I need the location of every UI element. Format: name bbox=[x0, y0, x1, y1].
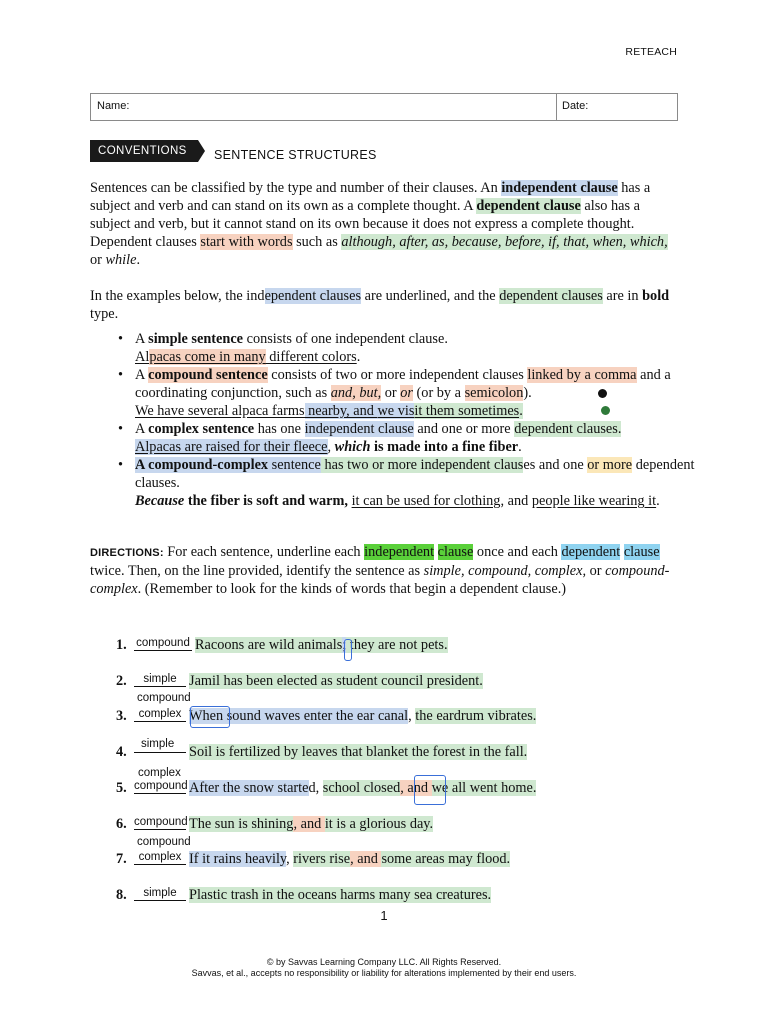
bullet-text: A bbox=[135, 331, 149, 347]
divider bbox=[556, 94, 557, 120]
term-independent-clause: independent clause bbox=[501, 180, 618, 196]
pen-mark bbox=[344, 639, 352, 661]
exercise-item-3 bbox=[116, 707, 536, 725]
item-number: 5. bbox=[116, 780, 127, 796]
sentence-text: Racoons are wild animals bbox=[195, 637, 343, 653]
answer-above: compound bbox=[137, 692, 191, 704]
answer-line[interactable]: compound bbox=[134, 637, 192, 651]
conjunction-or: or bbox=[400, 385, 413, 401]
highlight-independent: independent clause bbox=[304, 421, 414, 437]
tag-arrow-icon bbox=[198, 140, 205, 162]
sentence-text: rivers rise bbox=[293, 851, 351, 867]
bullet-text: A bbox=[135, 457, 149, 473]
type-compound-complex: compound-complex bbox=[90, 563, 670, 597]
bullet-text: has one bbox=[254, 421, 305, 437]
sentence-text: , and bbox=[350, 851, 382, 867]
answer-line[interactable] bbox=[134, 752, 186, 753]
pen-mark bbox=[190, 706, 230, 728]
sentence-types-list bbox=[90, 330, 725, 510]
item-number: 1. bbox=[116, 637, 127, 653]
highlight-or-more: or more bbox=[587, 457, 633, 473]
example-text: is made into a fine fiber bbox=[370, 439, 519, 455]
answer-line[interactable]: simple bbox=[134, 887, 186, 901]
pen-mark bbox=[414, 775, 446, 805]
sentence-types: simple, compound, complex, bbox=[423, 563, 587, 579]
answer-above: complex bbox=[138, 767, 181, 779]
name-label: Name: bbox=[97, 100, 130, 112]
answer-line[interactable]: complex bbox=[134, 708, 186, 722]
example-sentence bbox=[135, 492, 725, 510]
bullet-text: and a coordinating conjunction, such as bbox=[135, 367, 671, 401]
highlight-independent: independent bbox=[364, 544, 435, 560]
exercise-item-7 bbox=[116, 850, 510, 868]
sentence-text: Soil is fertilized by leaves that blanket the forest in the fall. bbox=[189, 744, 528, 760]
list-item-compound bbox=[135, 366, 725, 420]
highlight-dependent: dependent clauses. bbox=[514, 421, 622, 437]
sentence-text: After the snow starte bbox=[189, 780, 309, 796]
bullet-text: sentence bbox=[268, 457, 321, 473]
example-text: it them sometimes bbox=[414, 403, 520, 419]
exercise-item-4 bbox=[116, 743, 527, 761]
directions-text: or bbox=[586, 563, 606, 579]
list-item-complex bbox=[135, 420, 725, 456]
bullet-text: A bbox=[135, 421, 149, 437]
sentence-text: Plastic trash in the oceans harms many sea creatures. bbox=[189, 887, 492, 903]
term-complex-sentence: complex sentence bbox=[148, 421, 255, 437]
examples-text: In the examples below, the ind bbox=[90, 288, 265, 304]
exercise-item-1 bbox=[116, 636, 448, 654]
intro-text: . bbox=[136, 252, 141, 268]
list-item-simple bbox=[135, 330, 725, 366]
example-text: . bbox=[356, 349, 361, 365]
name-date-box bbox=[90, 93, 678, 121]
sentence-text: , and bbox=[400, 780, 432, 796]
example-text: people like wearing it bbox=[531, 493, 657, 509]
example-which: which bbox=[334, 439, 371, 455]
term-compound-complex: compound-complex bbox=[148, 457, 269, 473]
answer-line[interactable]: compound bbox=[134, 816, 188, 828]
sentence-text: they are not pets. bbox=[346, 637, 448, 653]
page-number: 1 bbox=[380, 908, 388, 923]
example-text: the fiber is soft and warm, bbox=[184, 493, 348, 509]
directions-label: DIRECTIONS: bbox=[90, 547, 164, 559]
item-number: 8. bbox=[116, 887, 127, 903]
intro-text: such as bbox=[292, 234, 342, 250]
sentence-text: When sound waves enter the ear canal bbox=[189, 708, 409, 724]
example-text: different colors bbox=[265, 349, 357, 365]
example-text: it can be used for clothing bbox=[351, 493, 501, 509]
conjunction-list: and, but, bbox=[330, 385, 382, 401]
bullet-text: and one or more bbox=[413, 421, 515, 437]
item-number: 6. bbox=[116, 816, 127, 832]
item-number: 2. bbox=[116, 673, 127, 689]
highlight-independent: ependent clauses bbox=[264, 288, 362, 304]
word-while: while bbox=[105, 252, 137, 268]
directions-text: once and each bbox=[473, 544, 562, 560]
highlight-clause: clause bbox=[437, 544, 474, 560]
item-number: 4. bbox=[116, 744, 127, 760]
bullet-text: (or by a bbox=[412, 385, 465, 401]
sentence-text: , bbox=[286, 851, 294, 867]
bullet-text: consists of one independent clause. bbox=[243, 331, 448, 347]
sentence-text: we all went home. bbox=[431, 780, 537, 796]
intro-text: also has a subject and verb, but it cannot stand on its own because it does not express a complete thought. Dependent clauses bbox=[90, 198, 640, 250]
examples-text: are in bbox=[602, 288, 643, 304]
term-simple-sentence: simple sentence bbox=[148, 331, 244, 347]
exercise-item-5 bbox=[116, 779, 536, 797]
date-label: Date: bbox=[562, 100, 589, 112]
example-text: pacas come in many bbox=[149, 349, 266, 365]
highlight-dependent: dependent bbox=[561, 544, 621, 560]
highlight-dependent: dependent clauses bbox=[499, 288, 603, 304]
example-text: , and bbox=[500, 493, 532, 509]
disclaimer-line: Savvas, et al., accepts no responsibility or liability for alterations implemented by their end users. bbox=[191, 968, 577, 978]
term-compound-sentence: compound sentence bbox=[148, 367, 268, 383]
sentence-text: Jamil has been elected as student council president. bbox=[189, 673, 483, 689]
intro-text: has a subject and verb and can stand on its own as a complete thought. A bbox=[90, 180, 651, 214]
example-text: . bbox=[519, 403, 523, 419]
answer-line[interactable]: simple bbox=[134, 673, 186, 687]
directions-text: twice. Then, on the line provided, identify the sentence as bbox=[90, 563, 424, 579]
example-text: we vis bbox=[377, 403, 415, 419]
directions-paragraph bbox=[90, 543, 680, 598]
item-number: 3. bbox=[116, 708, 127, 724]
example-text: We have several alpaca farms bbox=[135, 403, 305, 419]
intro-paragraph bbox=[90, 179, 680, 269]
sentence-text: The sun is shining bbox=[189, 816, 294, 832]
exercise-item-6 bbox=[116, 815, 433, 833]
bullet-text: has two or more independent claus bbox=[320, 457, 524, 473]
example-text: Al bbox=[135, 349, 150, 365]
sentence-text: d, bbox=[308, 780, 323, 796]
bullet-text: dependent clauses. bbox=[135, 457, 695, 491]
exercise-item-8 bbox=[116, 886, 491, 904]
answer-above: simple bbox=[141, 738, 175, 750]
bullet-text: es and one bbox=[523, 457, 588, 473]
examples-text: type. bbox=[90, 306, 119, 322]
section-title: SENTENCE STRUCTURES bbox=[214, 148, 377, 162]
reteach-label: RETEACH bbox=[625, 46, 677, 58]
examples-text: are underlined, and the bbox=[361, 288, 500, 304]
highlight-linked-by-comma: linked by a comma bbox=[527, 367, 637, 383]
bullet-text: A bbox=[135, 367, 149, 383]
sentence-text: some areas may flood. bbox=[381, 851, 511, 867]
sentence-text: ; bbox=[342, 637, 347, 653]
example-text: nearby, and bbox=[304, 403, 378, 419]
example-because: Because bbox=[135, 493, 185, 509]
bullet-text: consists of two or more independent clauses bbox=[267, 367, 528, 383]
sentence-text: If it rains heavily bbox=[189, 851, 287, 867]
example-text: Alpacas are raised for their fleece bbox=[135, 439, 328, 455]
highlight-semicolon: semicolon bbox=[464, 385, 524, 401]
directions-text: . (Remember to look for the kinds of words that begin a dependent clause.) bbox=[137, 581, 567, 597]
answer-line[interactable]: complex bbox=[134, 851, 186, 865]
list-item-compound-complex bbox=[135, 456, 725, 510]
example-sentence bbox=[135, 438, 725, 456]
example-sentence bbox=[135, 402, 725, 420]
sentence-text: , and bbox=[293, 816, 325, 832]
example-text: , bbox=[327, 439, 335, 455]
example-text: . bbox=[518, 439, 522, 455]
examples-intro bbox=[90, 287, 680, 323]
sentence-text: it is a glorious day. bbox=[324, 816, 434, 832]
answer-above: compound bbox=[137, 836, 191, 848]
directions-text: For each sentence, underline each bbox=[163, 544, 365, 560]
intro-text: Sentences can be classified by the type and number of their clauses. An bbox=[90, 180, 502, 196]
bullet-text: ). bbox=[523, 385, 532, 401]
highlight-clause: clause bbox=[623, 544, 660, 560]
highlight-start-with-words: start with words bbox=[200, 234, 293, 250]
sentence-text: school closed bbox=[322, 780, 401, 796]
exercise-item-2 bbox=[116, 672, 483, 690]
sentence-text: the eardrum vibrates. bbox=[415, 708, 537, 724]
intro-text: or bbox=[90, 252, 106, 268]
annotation-dot bbox=[598, 389, 607, 398]
footer bbox=[0, 957, 768, 979]
term-dependent-clause: dependent clause bbox=[476, 198, 581, 214]
bold-word: bold bbox=[642, 288, 670, 304]
answer-line[interactable]: compound bbox=[134, 780, 188, 792]
conventions-tag: CONVENTIONS bbox=[90, 140, 198, 162]
example-sentence bbox=[135, 348, 725, 366]
example-text: . bbox=[656, 493, 660, 509]
subordinating-word-list: although, after, as, because, before, if, that, when, which, bbox=[341, 234, 668, 250]
item-number: 7. bbox=[116, 851, 127, 867]
annotation-dot-green bbox=[601, 406, 610, 415]
bullet-text: or bbox=[381, 385, 401, 401]
sentence-text: , bbox=[408, 708, 416, 724]
copyright-line: © by Savvas Learning Company LLC. All Rights Reserved. bbox=[266, 957, 502, 967]
